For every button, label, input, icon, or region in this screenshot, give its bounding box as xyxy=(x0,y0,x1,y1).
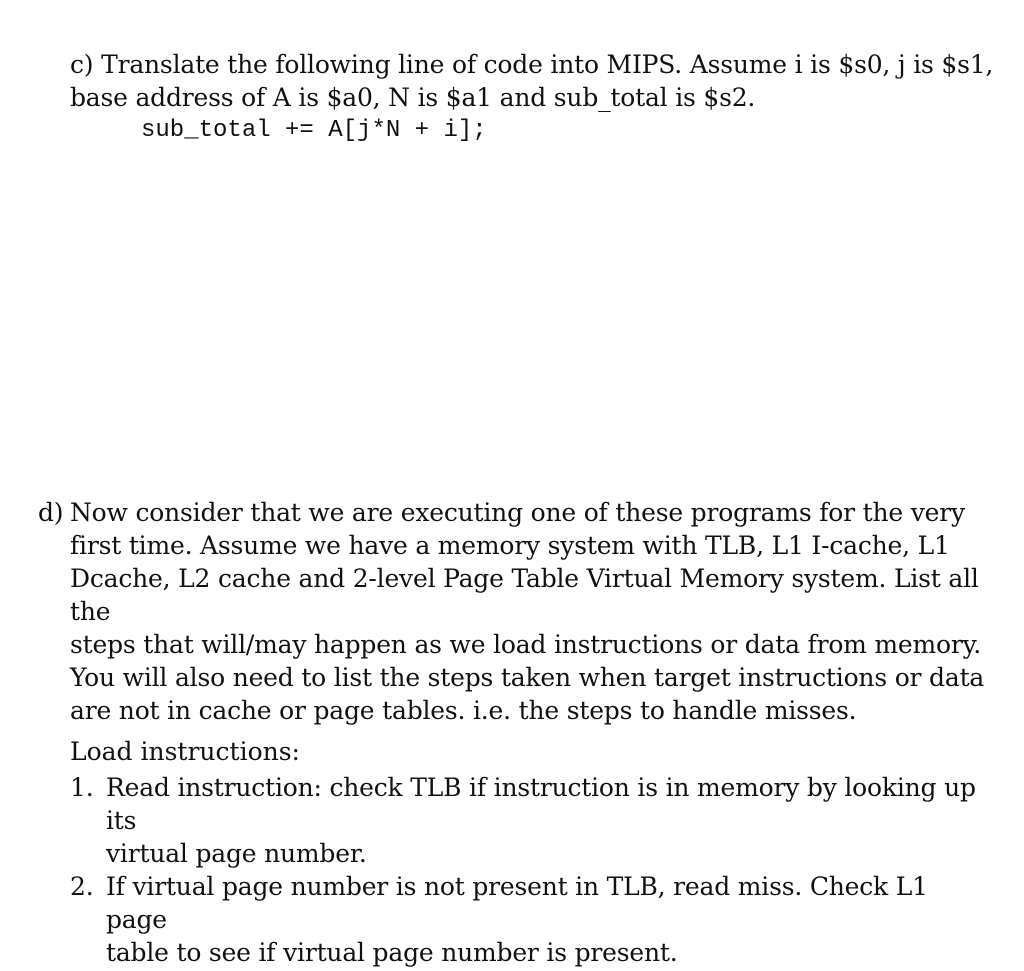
question-d-line-4: steps that will/may happen as we load instructions or data from memory. xyxy=(70,630,981,659)
list-item xyxy=(70,870,990,969)
step-line: Read instruction: check TLB if instruction is in memory by looking up its xyxy=(106,773,976,835)
code-snippet: sub_total += A[j*N + i]; xyxy=(141,117,487,144)
question-d-label: d) xyxy=(38,498,64,527)
answer-title: Load instructions: xyxy=(70,737,300,766)
question-d-line-5: You will also need to list the steps taken when target instructions or data xyxy=(70,663,985,692)
question-d-line-3: Dcache, L2 cache and 2-level Page Table Virtual Memory system. List all the xyxy=(70,564,979,626)
answer-steps-list xyxy=(70,771,990,969)
step-number: 2. xyxy=(70,872,94,901)
question-d-line-6: are not in cache or page tables. i.e. the steps to handle misses. xyxy=(70,696,857,725)
question-c xyxy=(70,48,1010,114)
question-d-body xyxy=(70,496,998,727)
list-item xyxy=(70,771,990,870)
step-number: 1. xyxy=(70,773,94,802)
step-line: If virtual page number is not present in TLB, read miss. Check L1 page xyxy=(106,872,928,934)
question-d xyxy=(38,496,998,727)
question-c-line-1: c) Translate the following line of code into MIPS. Assume i is $s0, j is $s1, xyxy=(70,50,994,79)
question-d-line-1: Now consider that we are executing one of these programs for the very xyxy=(70,498,965,527)
question-d-line-2: first time. Assume we have a memory system with TLB, L1 I-cache, L1 xyxy=(70,531,950,560)
step-line: virtual page number. xyxy=(106,839,367,868)
question-c-line-2: base address of A is $a0, N is $a1 and sub_total is $s2. xyxy=(70,83,756,112)
step-line: table to see if virtual page number is present. xyxy=(106,938,678,967)
